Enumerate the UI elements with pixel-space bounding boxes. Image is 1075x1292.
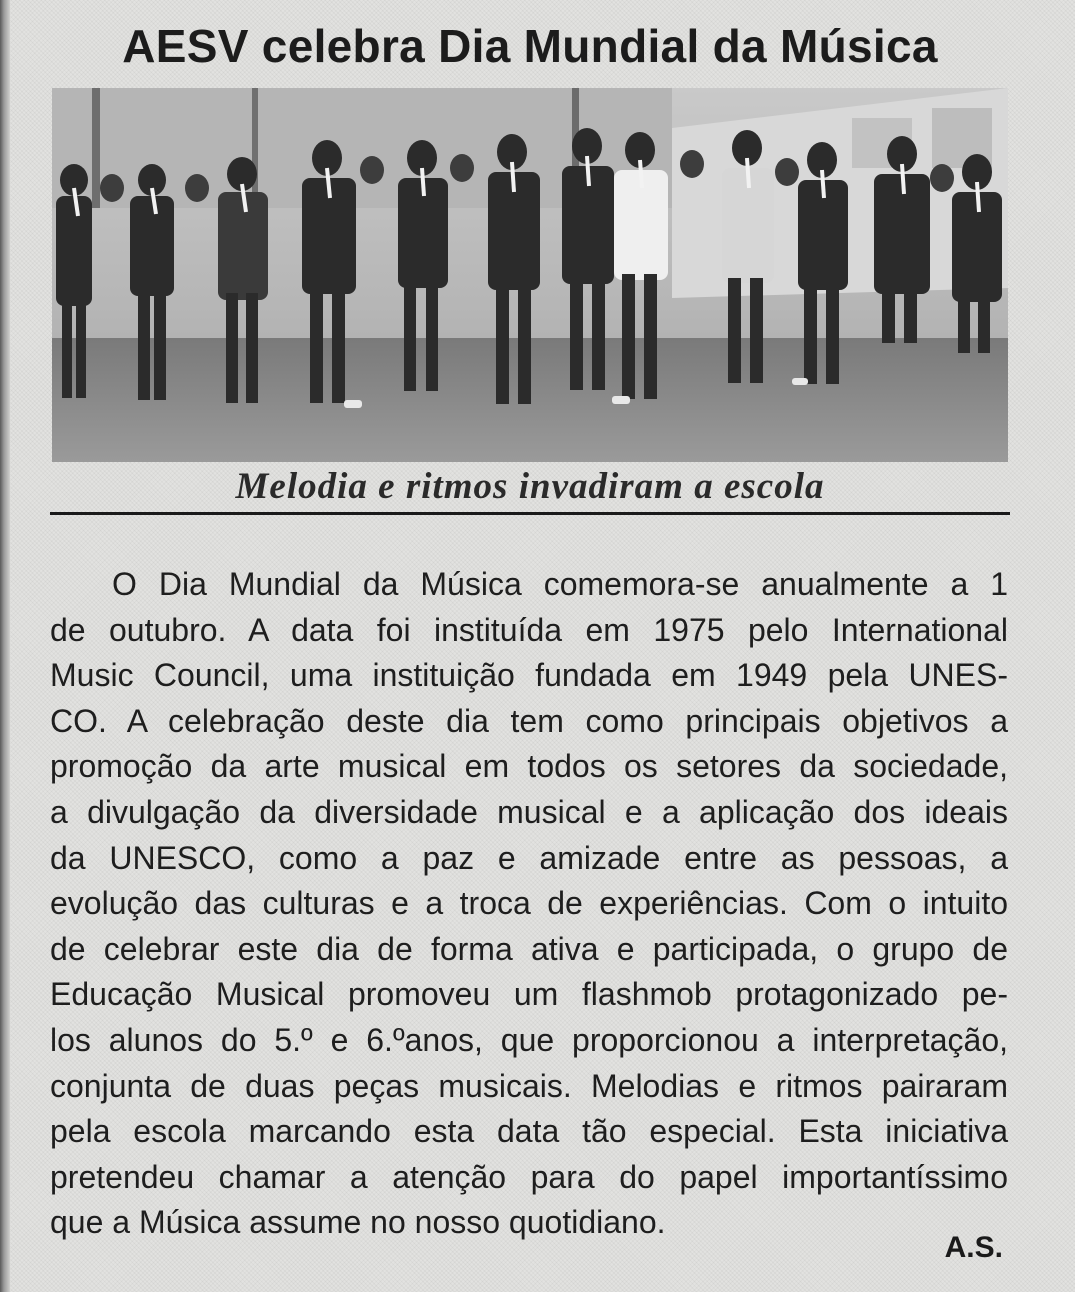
article-headline: AESV celebra Dia Mundial da Música bbox=[122, 20, 938, 72]
body-line: los alunos do 5.º e 6.ºanos, que proporcionou a interpretação, bbox=[50, 1021, 1008, 1058]
body-line: de outubro. A data foi instituída em 1975 pelo International bbox=[50, 611, 1008, 648]
group-photo-students-with-recorders bbox=[52, 88, 1008, 462]
body-line: a divulgação da diversidade musical e a aplicação dos ideais bbox=[50, 793, 1008, 830]
body-line: Music Council, uma instituição fundada em 1949 pela UNES- bbox=[50, 657, 1008, 694]
scan-edge bbox=[0, 0, 10, 1292]
caption-divider bbox=[50, 512, 1010, 515]
body-line: CO. A celebração deste dia tem como principais objetivos a bbox=[50, 702, 1008, 739]
author-signature: A.S. bbox=[944, 1231, 1003, 1264]
article-body bbox=[50, 562, 1008, 1246]
article-photo bbox=[52, 88, 1008, 462]
body-line: pela escola marcando esta data tão especial. Esta iniciativa bbox=[50, 1113, 1008, 1150]
photo-caption: Melodia e ritmos invadiram a escola bbox=[235, 466, 825, 507]
body-line: que a Música assume no nosso quotidiano. bbox=[50, 1204, 666, 1241]
body-line: promoção da arte musical em todos os setores da sociedade, bbox=[50, 748, 1008, 785]
body-line: Educação Musical promoveu um flashmob protagonizado pe- bbox=[50, 976, 1008, 1013]
body-line: conjunta de duas peças musicais. Melodias e ritmos pairaram bbox=[50, 1067, 1008, 1104]
body-line: de celebrar este dia de forma ativa e participada, o grupo de bbox=[50, 930, 1008, 967]
body-line: evolução das culturas e a troca de experiências. Com o intuito bbox=[50, 885, 1008, 922]
body-line: O Dia Mundial da Música comemora-se anualmente a 1 bbox=[112, 566, 1008, 602]
body-line: da UNESCO, como a paz e amizade entre as pessoas, a bbox=[50, 839, 1008, 876]
body-line: pretendeu chamar a atenção para do papel importantíssimo bbox=[50, 1158, 1008, 1195]
